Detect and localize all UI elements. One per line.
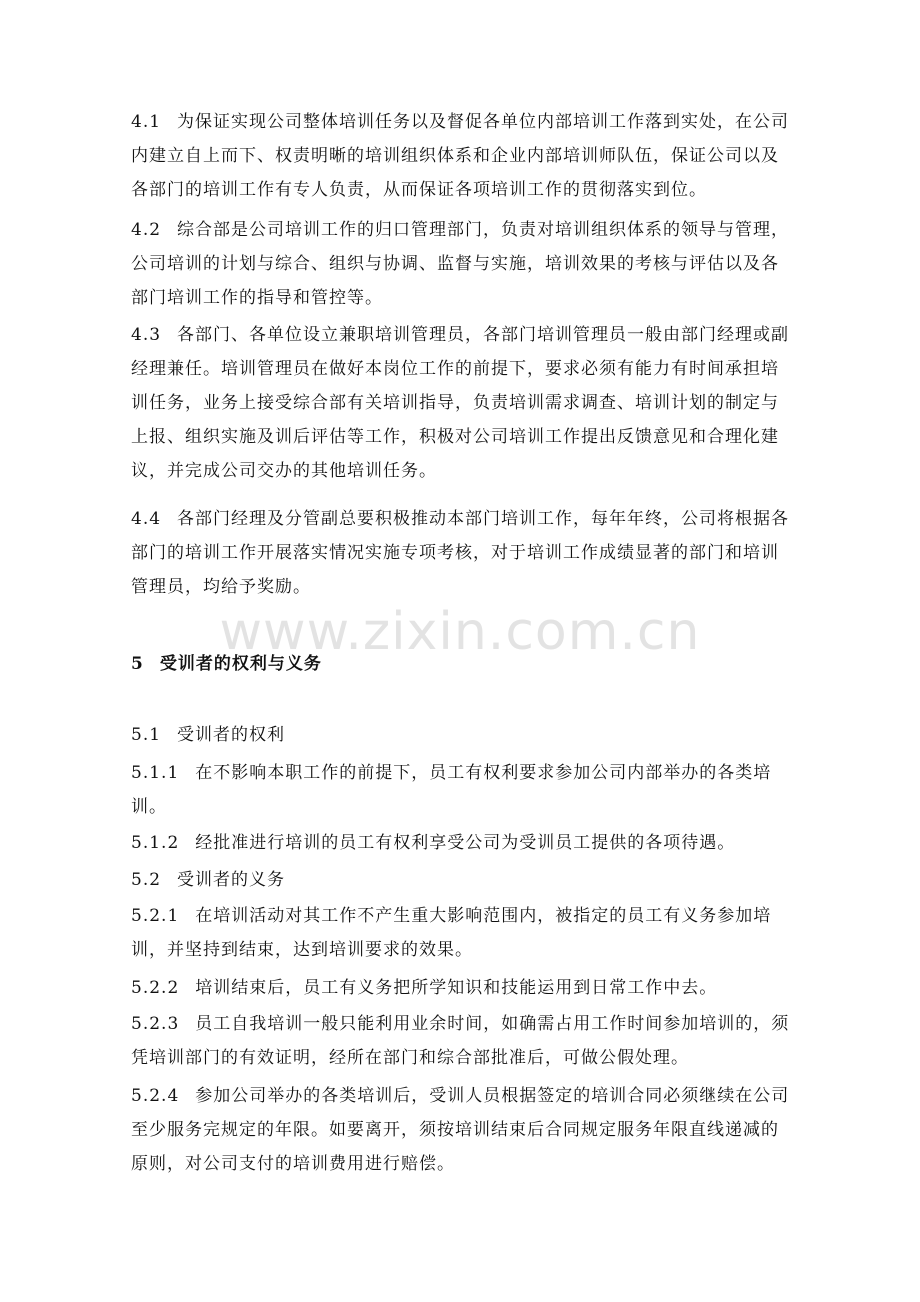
- clause-text: 综合部是公司培训工作的归口管理部门，负责对培训组织体系的领导与管理，公司培训的计划与综合、组织与协调、监督与实施，培训效果的考核与评估以及各部门培训工作的指导和管控等。: [131, 220, 790, 308]
- paragraph-5-2-1: [131, 899, 791, 967]
- clause-number: 5.2.2: [131, 978, 180, 998]
- watermark: www.zixin.com.cn: [219, 602, 701, 662]
- clause-number: 5.2.1: [131, 906, 180, 926]
- section-number: 5: [131, 654, 144, 674]
- paragraph-4-2: [131, 213, 791, 315]
- clause-number: 5.2.3: [131, 1014, 180, 1034]
- clause-text: 受训者的权利: [177, 725, 286, 745]
- clause-number: 5.1: [131, 725, 162, 745]
- clause-text: 培训结束后，员工有义务把所学知识和技能运用到日常工作中去。: [195, 978, 718, 998]
- clause-text: 为保证实现公司整体培训任务以及督促各单位内部培训工作落到实处，在公司内建立自上而下、权责明晰的培训组织体系和企业内部培训师队伍，保证公司以及各部门的培训工作有专人负责，从而保证各项培训工作的贯彻落实到位。: [131, 112, 790, 200]
- paragraph-5-1-2: [131, 826, 791, 860]
- clause-text: 参加公司举办的各类培训后，受训人员根据签定的培训合同必须继续在公司至少服务完规定的年限。如要离开，须按培训结束后合同规定服务年限直线递减的原则，对公司支付的培训费用进行赔偿。: [131, 1086, 790, 1174]
- clause-number: 4.1: [131, 112, 162, 132]
- paragraph-5-2: [131, 863, 791, 897]
- paragraph-5-1-1: [131, 756, 791, 824]
- clause-number: 4.2: [131, 220, 162, 240]
- clause-text: 在不影响本职工作的前提下，员工有权利要求参加公司内部举办的各类培训。: [131, 763, 772, 817]
- clause-number: 4.3: [131, 325, 162, 345]
- section-title: 受训者的权利与义务: [159, 654, 322, 674]
- clause-number: 5.1.2: [131, 833, 180, 853]
- paragraph-5-2-3: [131, 1007, 791, 1075]
- paragraph-5-1: [131, 718, 791, 752]
- clause-number: 5.2: [131, 870, 162, 890]
- paragraph-5-2-2: [131, 971, 791, 1005]
- paragraph-4-1: [131, 105, 791, 207]
- clause-number: 5.1.1: [131, 763, 180, 783]
- clause-number: 5.2.4: [131, 1086, 180, 1106]
- paragraph-4-4: [131, 502, 791, 604]
- clause-text: 各部门、各单位设立兼职培训管理员，各部门培训管理员一般由部门经理或副经理兼任。培训管理员在做好本岗位工作的前提下，要求必须有能力有时间承担培训任务，业务上接受综合部有关培训指导，负责培训需求调查、培训计划的制定与上报、组织实施及训后评估等工作，积极对公司培训工作提出反馈意见和合理化建议，并完成公司交办的其他培训任务。: [131, 325, 790, 481]
- clause-text: 各部门经理及分管副总要积极推动本部门培训工作，每年年终，公司将根据各部门的培训工作开展落实情况实施专项考核，对于培训工作成绩显著的部门和培训管理员，均给予奖励。: [131, 509, 790, 597]
- paragraph-5-2-4: [131, 1079, 791, 1181]
- clause-text: 受训者的义务: [177, 870, 286, 890]
- section-heading-5: [131, 647, 791, 681]
- paragraph-4-3: [131, 318, 791, 488]
- clause-number: 4.4: [131, 509, 162, 529]
- clause-text: 在培训活动对其工作不产生重大影响范围内，被指定的员工有义务参加培训，并坚持到结束，达到培训要求的效果。: [131, 906, 772, 960]
- clause-text: 经批准进行培训的员工有权利享受公司为受训员工提供的各项待遇。: [195, 833, 736, 853]
- clause-text: 员工自我培训一般只能利用业余时间，如确需占用工作时间参加培训的，须凭培训部门的有效证明，经所在部门和综合部批准后，可做公假处理。: [131, 1014, 790, 1068]
